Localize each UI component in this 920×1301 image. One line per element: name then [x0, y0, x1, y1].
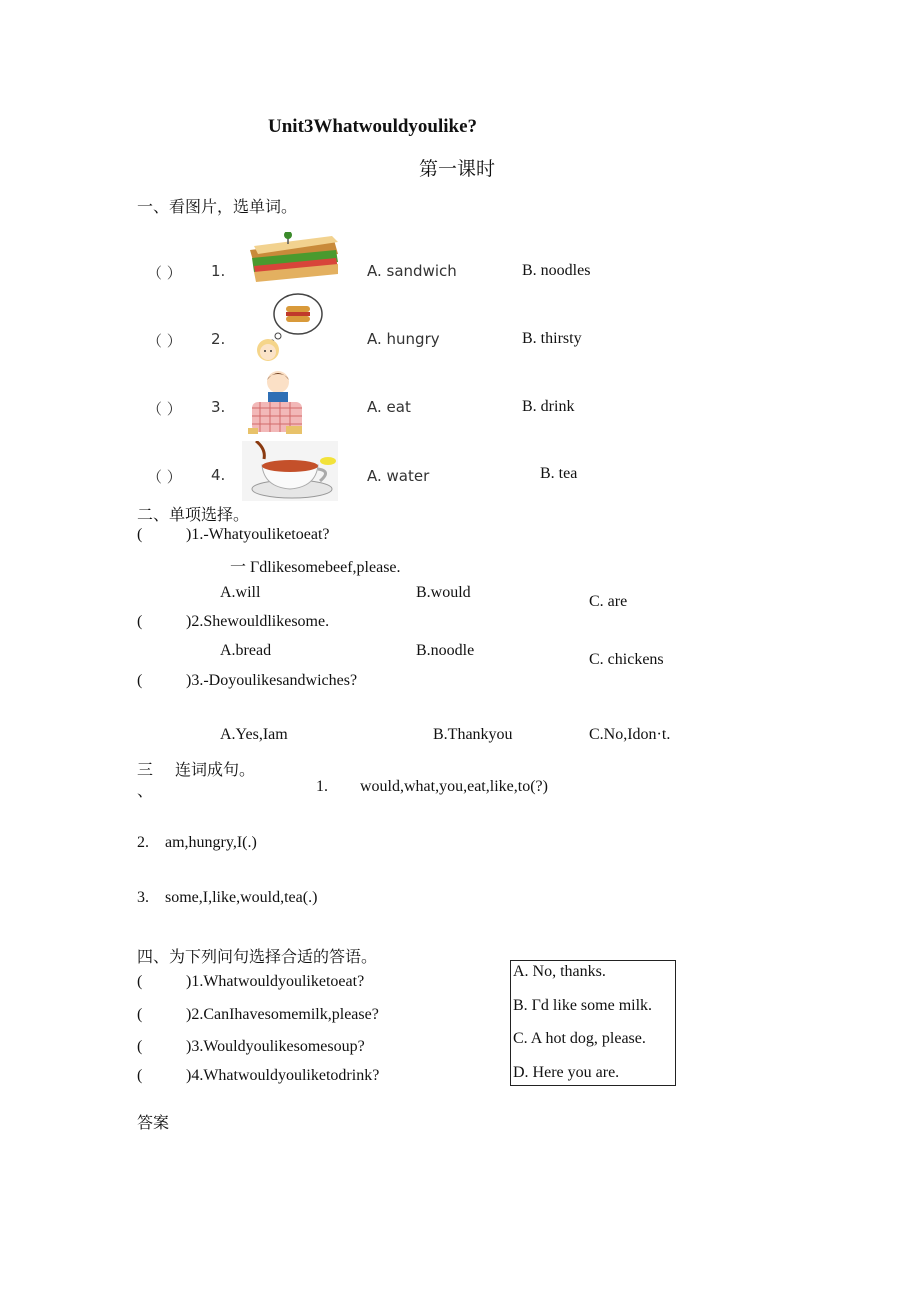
answer-blank[interactable]: (: [137, 973, 143, 990]
sentence-words: am,hungry,I(.): [165, 834, 257, 851]
item-number: 1.: [316, 778, 328, 795]
option-b: B.noodle: [416, 642, 475, 659]
section2-heading: 二、单项选择。: [137, 507, 250, 524]
item-number: 2.: [137, 834, 149, 851]
answer-blank[interactable]: （ ）: [147, 400, 182, 418]
answer-option: B. Γd like some milk.: [513, 997, 653, 1014]
question-number: 4.: [211, 466, 226, 484]
answer-line: 一 Γdlikesomebeef,please.: [230, 559, 401, 576]
option-a: A.Yes,Iam: [220, 726, 288, 743]
question-number: 2.: [211, 330, 226, 348]
question-1: )1.-Whatyouliketoeat?: [186, 526, 330, 543]
answer-blank[interactable]: (: [137, 672, 143, 689]
answer-options-box: [510, 960, 676, 1086]
section3-heading-mark: 、: [137, 783, 154, 800]
hungry-girl-image: [252, 292, 324, 362]
sentence-words: would,what,you,eat,like,to(?): [360, 778, 548, 795]
option-a: A. water: [367, 467, 430, 485]
section3-heading-number: 三: [137, 762, 154, 779]
answers-label: 答案: [137, 1115, 170, 1132]
section3-heading: 连词成句。: [175, 762, 256, 779]
option-b: B. thirsty: [522, 330, 582, 347]
section1-heading: 一、看图片，选单词。: [137, 199, 298, 216]
section4-heading: 四、为下列问句选择合适的答语。: [137, 949, 378, 966]
item-number: 3.: [137, 889, 149, 906]
answer-blank[interactable]: (: [137, 526, 143, 543]
sandwich-image: [244, 232, 342, 284]
question-text: )4.Whatwouldyouliketodrink?: [186, 1067, 380, 1084]
answer-option: D. Here you are.: [513, 1064, 620, 1081]
question-number: 3.: [211, 398, 226, 416]
option-a: A. hungry: [367, 330, 440, 348]
option-c: C. chickens: [589, 651, 664, 668]
answer-blank[interactable]: (: [137, 1038, 143, 1055]
page-subtitle: 第一课时: [419, 159, 496, 180]
tea-cup-image: [242, 441, 338, 501]
option-c: C.No,Idon·t.: [589, 726, 671, 743]
page-title: Unit3Whatwouldyoulike?: [268, 116, 478, 137]
option-b: B.would: [416, 584, 471, 601]
answer-blank[interactable]: （ ）: [147, 468, 182, 486]
option-b: B. tea: [540, 465, 578, 482]
option-b: B. noodles: [522, 262, 591, 279]
question-number: 1.: [211, 262, 226, 280]
option-a: A.bread: [220, 642, 272, 659]
option-a: A.will: [220, 584, 261, 601]
boy-eating-image: [246, 366, 306, 438]
answer-blank[interactable]: (: [137, 1006, 143, 1023]
answer-blank[interactable]: (: [137, 1067, 143, 1084]
option-c: C. are: [589, 593, 628, 610]
answer-blank[interactable]: （ ）: [147, 332, 182, 350]
question-3: )3.-Doyoulikesandwiches?: [186, 672, 358, 689]
question-2: )2.Shewouldlikesome.: [186, 613, 330, 630]
option-a: A. eat: [367, 398, 411, 416]
option-b: B. drink: [522, 398, 575, 415]
question-text: )2.CanIhavesomemilk,please?: [186, 1006, 379, 1023]
question-text: )1.Whatwouldyouliketoeat?: [186, 973, 365, 990]
sentence-words: some,I,like,would,tea(.): [165, 889, 318, 906]
answer-blank[interactable]: (: [137, 613, 143, 630]
answer-blank[interactable]: （ ）: [147, 264, 182, 282]
option-b: B.Thankyou: [433, 726, 513, 743]
answer-option: A. No, thanks.: [513, 963, 606, 980]
answer-option: C. A hot dog, please.: [513, 1030, 646, 1047]
option-a: A. sandwich: [367, 262, 457, 280]
question-text: )3.Wouldyoulikesomesoup?: [186, 1038, 365, 1055]
